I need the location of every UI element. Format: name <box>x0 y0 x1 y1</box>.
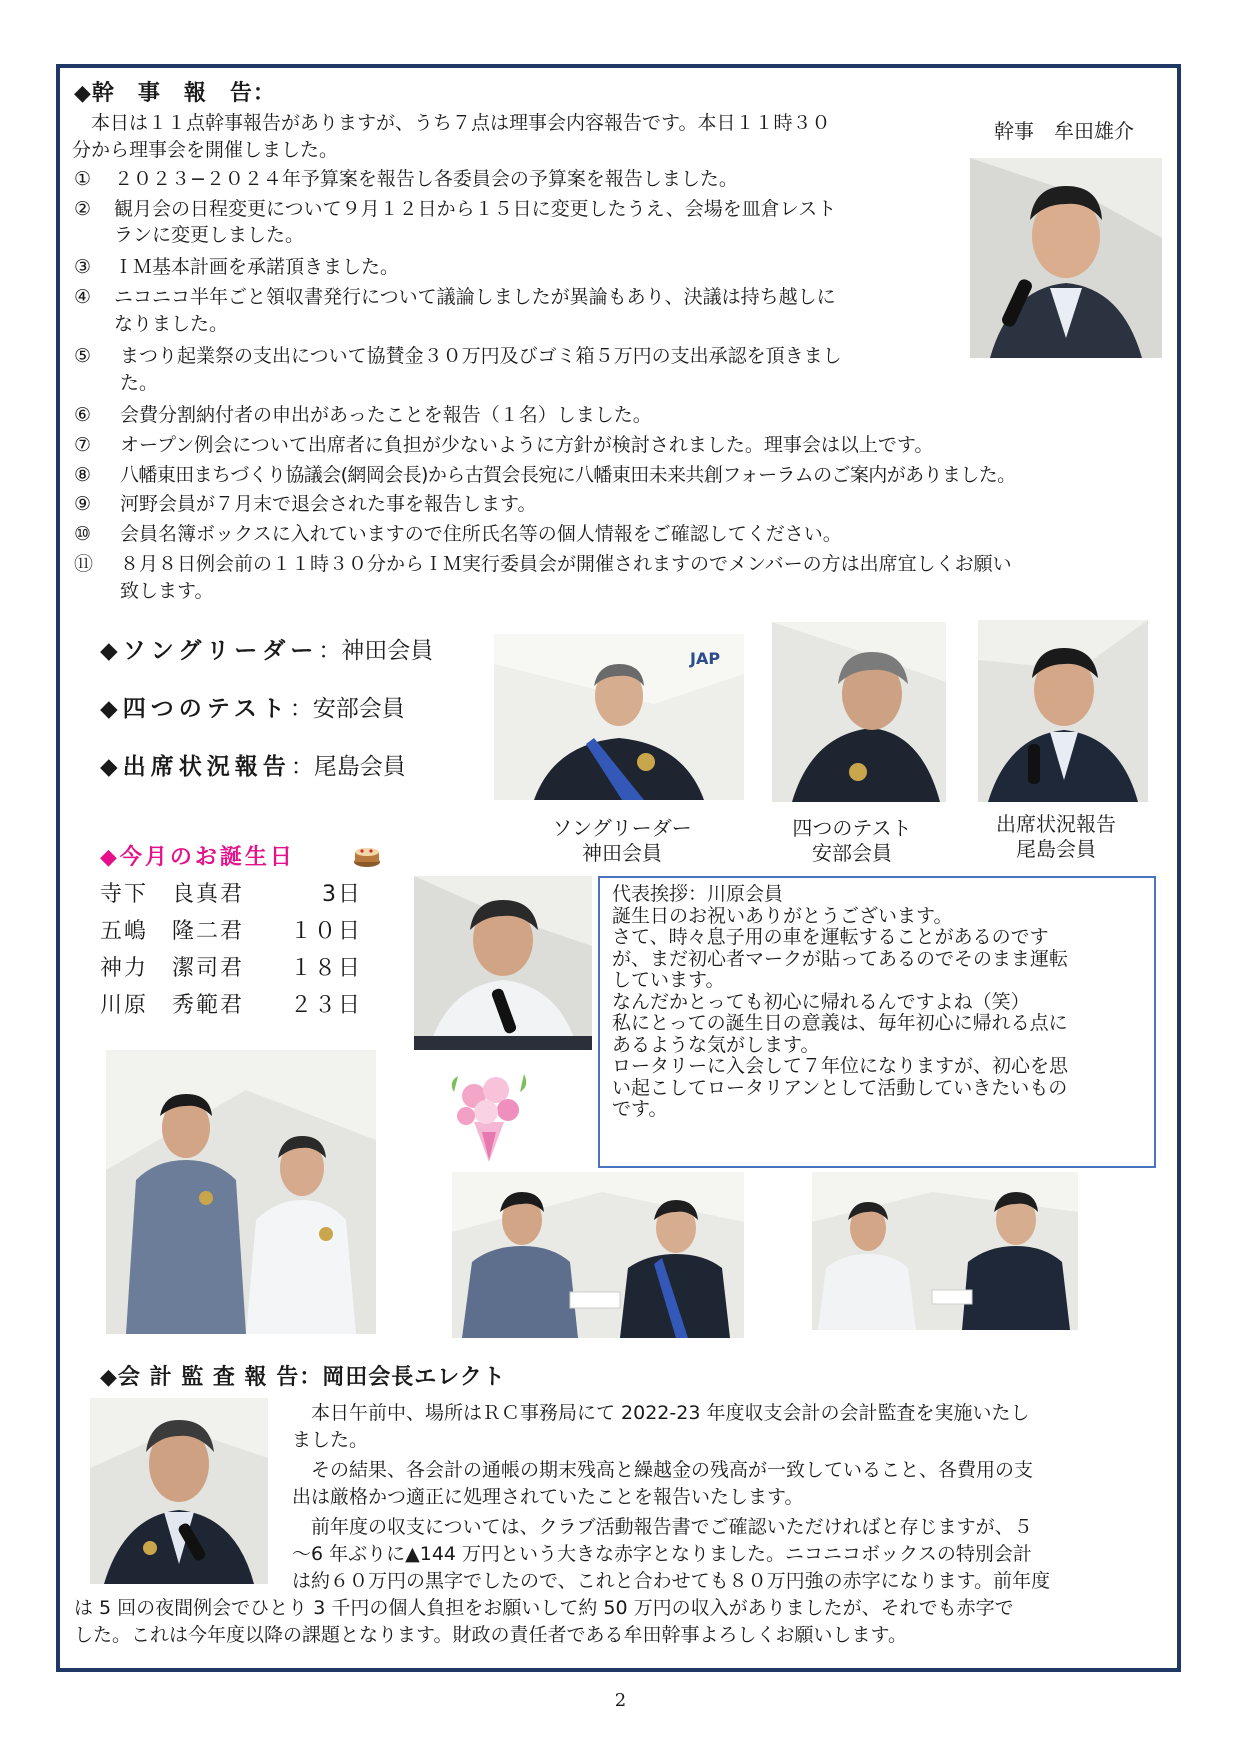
report-item-4: ④ ニコニコ半年ごと領収書発行について議論しましたが異論もあり、決議は持ち越しに <box>74 286 836 308</box>
birthday-row: 神力 潔司君 １８日 <box>100 956 363 981</box>
report-item-2: ② 観月会の日程変更について９月１２日から１５日に変更したうえ、会場を皿倉レスト <box>74 198 837 220</box>
greeting-line: なんだかとっても初心に帰れるんですよね（笑） <box>612 990 1030 1013</box>
attendance-photo <box>978 620 1148 802</box>
caption-song-leader: ソングリーダー 神田会員 <box>552 816 692 865</box>
four-way-test-photo <box>772 622 946 802</box>
birthday-table <box>100 874 362 1022</box>
greeting-line: い起こしてロータリアンとして活動していきたいもの <box>612 1076 1068 1099</box>
secretary-intro-2: 分から理事会を開催しました。 <box>72 139 339 161</box>
banner-text: JAP <box>690 649 721 668</box>
audit-line: 〜6 年ぶりに▲144 万円という大きな赤字となりました。ニコニコボックスの特別会計 <box>292 1543 1032 1565</box>
bouquet-icon <box>444 1062 534 1166</box>
audit-line: は約６０万円の黒字でしたので、これと合わせても８０万円強の赤字になります。前年度 <box>292 1570 1051 1592</box>
greeting-line: あるような気がします。 <box>612 1033 820 1056</box>
song-leader-photo <box>494 634 744 800</box>
secretary-heading: ◆幹 事 報 告： <box>74 81 276 106</box>
caption-attendance: 出席状況報告 尾島会員 <box>996 812 1116 861</box>
report-item-9: ⑨ 河野会員が７月末で退会された事を報告します。 <box>74 493 537 515</box>
greeting-line: 私にとっての誕生日の意義は、毎年初心に帰れる点に <box>612 1012 1068 1034</box>
audit-line: 本日午前中、場所はＲＣ事務局にて 2022-23 年度収支会計の会計監査を実施いたし <box>292 1402 1030 1424</box>
secretary-photo <box>970 158 1162 358</box>
audit-line: した。これは今年度以降の課題となります。財政の責任者である牟田幹事よろしくお願いします。 <box>74 1624 907 1646</box>
greeting-speaker-photo <box>414 876 592 1050</box>
report-item-5: ⑤ まつり起業祭の支出について協賛金３０万円及びゴミ箱５万円の支出承認を頂きまし <box>74 345 842 367</box>
page-number: 2 <box>614 1690 627 1711</box>
audit-line: は 5 回の夜間例会でひとり 3 千円の個人負担をお願いして約 50 万円の収入がありましたが、それでも赤字で <box>74 1597 1014 1619</box>
gift-handover-photo-1 <box>452 1172 744 1338</box>
greeting-message-box <box>598 876 1156 1168</box>
birthday-members-photo <box>106 1050 376 1334</box>
report-item-6: ⑥ 会費分割納付者の申出があったことを報告（１名）しました。 <box>74 404 652 426</box>
greeting-line: しています。 <box>612 969 725 991</box>
report-item-7: ⑦ オープン例会について出席者に負担が少ないように方針が検討されました。理事会は以上です。 <box>74 434 934 456</box>
greeting-line: 代表挨拶：川原会員 <box>612 883 784 905</box>
report-item-1: ① ２０２３−２０２４年予算案を報告し各委員会の予算案を報告しました。 <box>74 168 738 190</box>
cake-icon <box>352 842 382 868</box>
audit-speaker-photo <box>90 1398 268 1584</box>
report-item-11: ⑪ ８月８日例会前の１１時３０分からＩＭ実行委員会が開催されますのでメンバーの方は出席宜しくお願い <box>74 553 1012 575</box>
audit-heading: ◆会 計 監 査 報 告：岡田会長エレクト <box>100 1365 506 1390</box>
greeting-line: さて、時々息子用の車を運転することがあるのです <box>612 926 1049 948</box>
report-item-10: ⑩ 会員名簿ボックスに入れていますので住所氏名等の個人情報をご確認してください。 <box>74 523 842 545</box>
secretary-intro-1: 本日は１１点幹事報告がありますが、うち７点は理事会内容報告です。本日１１時３０ <box>72 112 831 134</box>
caption-four-way-test: 四つのテスト 安部会員 <box>792 816 912 865</box>
audit-line: ました。 <box>292 1429 369 1451</box>
audit-line: 出は厳格かつ適正に処理されていたことを報告いたします。 <box>292 1486 804 1508</box>
secretary-name-label: 幹事 牟田雄介 <box>994 119 1134 143</box>
greeting-line: が、まだ初心者マークが貼ってあるのでそのまま運転 <box>612 947 1069 970</box>
birthday-row: 寺下 良真君 3日 <box>100 882 362 907</box>
birthday-row: 五嶋 隆二君 １０日 <box>100 919 363 944</box>
birthday-heading: ◆今月のお誕生日 <box>100 845 295 870</box>
role-four-way-test: ◆四つのテスト：安部会員 <box>100 696 405 722</box>
role-attendance: ◆出席状況報告：尾島会員 <box>100 754 406 780</box>
birthday-row: 川原 秀範君 ２３日 <box>100 993 363 1018</box>
audit-line: その結果、各会計の通帳の期末残高と繰越金の残高が一致していること、各費用の支 <box>292 1459 1034 1481</box>
greeting-line: です。 <box>612 1098 668 1120</box>
report-item-8: ⑧ 八幡東田まちづくり協議会(網岡会長)から古賀会長宛に八幡東田未来共創フォーラムのご案内がありました。 <box>74 464 1016 486</box>
report-item-3: ③ ＩＭ基本計画を承諾頂きました。 <box>74 256 400 278</box>
audit-line: 前年度の収支については、クラブ活動報告書でご確認いただければと存じますが、５ <box>292 1516 1033 1538</box>
greeting-line: 誕生日のお祝いありがとうございます。 <box>612 904 953 927</box>
greeting-line: ロータリーに入会して７年位になりますが、初心を思 <box>612 1055 1069 1077</box>
gift-handover-photo-2 <box>812 1172 1078 1330</box>
role-song-leader: ◆ソングリーダー：神田会員 <box>100 638 434 664</box>
